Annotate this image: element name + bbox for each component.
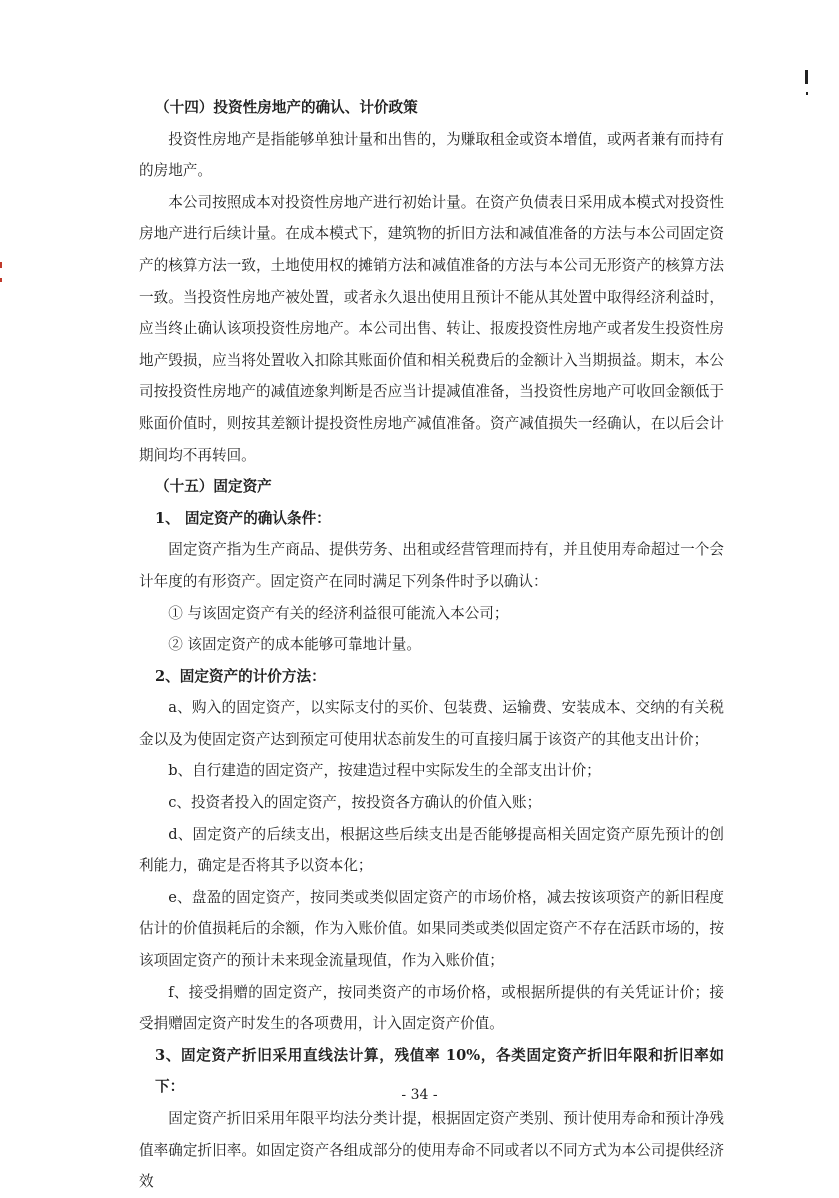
scan-mark — [806, 92, 808, 95]
section-heading: （十五）固定资产 — [155, 478, 272, 496]
paragraph: d、固定资产的后续支出，根据这些后续支出是否能够提高相关固定资产原先预计的创利能力，确定是否将其予以资本化； — [139, 825, 724, 875]
document-body — [139, 92, 724, 1198]
paragraph: 固定资产折旧采用年限平均法分类计提，根据固定资产类别、预计使用寿命和预计净残值率确定折旧率。如固定资产各组成部分的使用寿命不同或者以不同方式为本公司提供经济效 — [139, 1110, 724, 1191]
paragraph: 投资性房地产是指能够单独计量和出售的，为赚取租金或资本增值，或两者兼有而持有的房地产。 — [139, 130, 724, 180]
paragraph: f、接受捐赠的固定资产，按同类资产的市场价格，或根据所提供的有关凭证计价；接受捐赠固定资产时发生的各项费用，计入固定资产价值。 — [139, 983, 724, 1033]
paragraph: a、购入的固定资产，以实际支付的买价、包装费、运输费、安装成本、交纳的有关税金以及为使固定资产达到预定可使用状态前发生的可直接归属于该资产的其他支出计价； — [139, 699, 724, 748]
section-heading: 2、固定资产的计价方法： — [155, 667, 326, 685]
paragraph: c、投资者投入的固定资产，按投资各方确认的价值入账； — [168, 794, 542, 812]
scan-mark — [0, 262, 2, 268]
section-heading: 1、 固定资产的确认条件： — [155, 509, 331, 527]
page-number: - 34 - — [401, 1087, 438, 1103]
list-item: ② 该固定资产的成本能够可靠地计量。 — [168, 636, 421, 654]
paragraph: e、盘盈的固定资产，按同类或类似固定资产的市场价格，减去按该项资产的新旧程度估计的价值损耗后的余额，作为入账价值。如果同类或类似固定资产不存在活跃市场的，按该项固定资产的预计未来现金流量现值，作为入账价值； — [139, 888, 724, 970]
paragraph: 固定资产指为生产商品、提供劳务、出租或经营管理而持有，并且使用寿命超过一个会计年度的有形资产。固定资产在同时满足下列条件时予以确认： — [139, 541, 724, 590]
scan-mark — [805, 70, 808, 84]
paragraph: 本公司按照成本对投资性房地产进行初始计量。在资产负债表日采用成本模式对投资性房地产进行后续计量。在成本模式下，建筑物的折旧方法和减值准备的方法与本公司固定资产的核算方法一致，土地使用权的摊销方法和减值准备的方法与本公司无形资产的核算方法一致。当投资性房地产被处置，或者永久退出使用且预计不能从其处置中取得经济利益时，应当终止确认该项投资性房地产。本公司出售、转让、报废投资性房地产或者发生投资性房地产毁损，应当将处置收入扣除其账面价值和相关税费后的金额计入当期损益。期末，本公司按投资性房地产的减值迹象判断是否应当计提减值准备，当投资性房地产可收回金额低于账面价值时，则按其差额计提投资性房地产减值准备。资产减值损失一经确认，在以后会计期间均不再转回。 — [139, 193, 724, 464]
scan-mark — [0, 278, 2, 282]
list-item: ① 与该固定资产有关的经济利益很可能流入本公司； — [168, 604, 509, 622]
section-heading: （十四）投资性房地产的确认、计价政策 — [155, 99, 418, 116]
paragraph: b、自行建造的固定资产，按建造过程中实际发生的全部支出计价； — [168, 762, 601, 780]
section-heading: 3、固定资产折旧采用直线法计算，残值率 10%，各类固定资产折旧年限和折旧率如下： — [155, 1046, 724, 1096]
